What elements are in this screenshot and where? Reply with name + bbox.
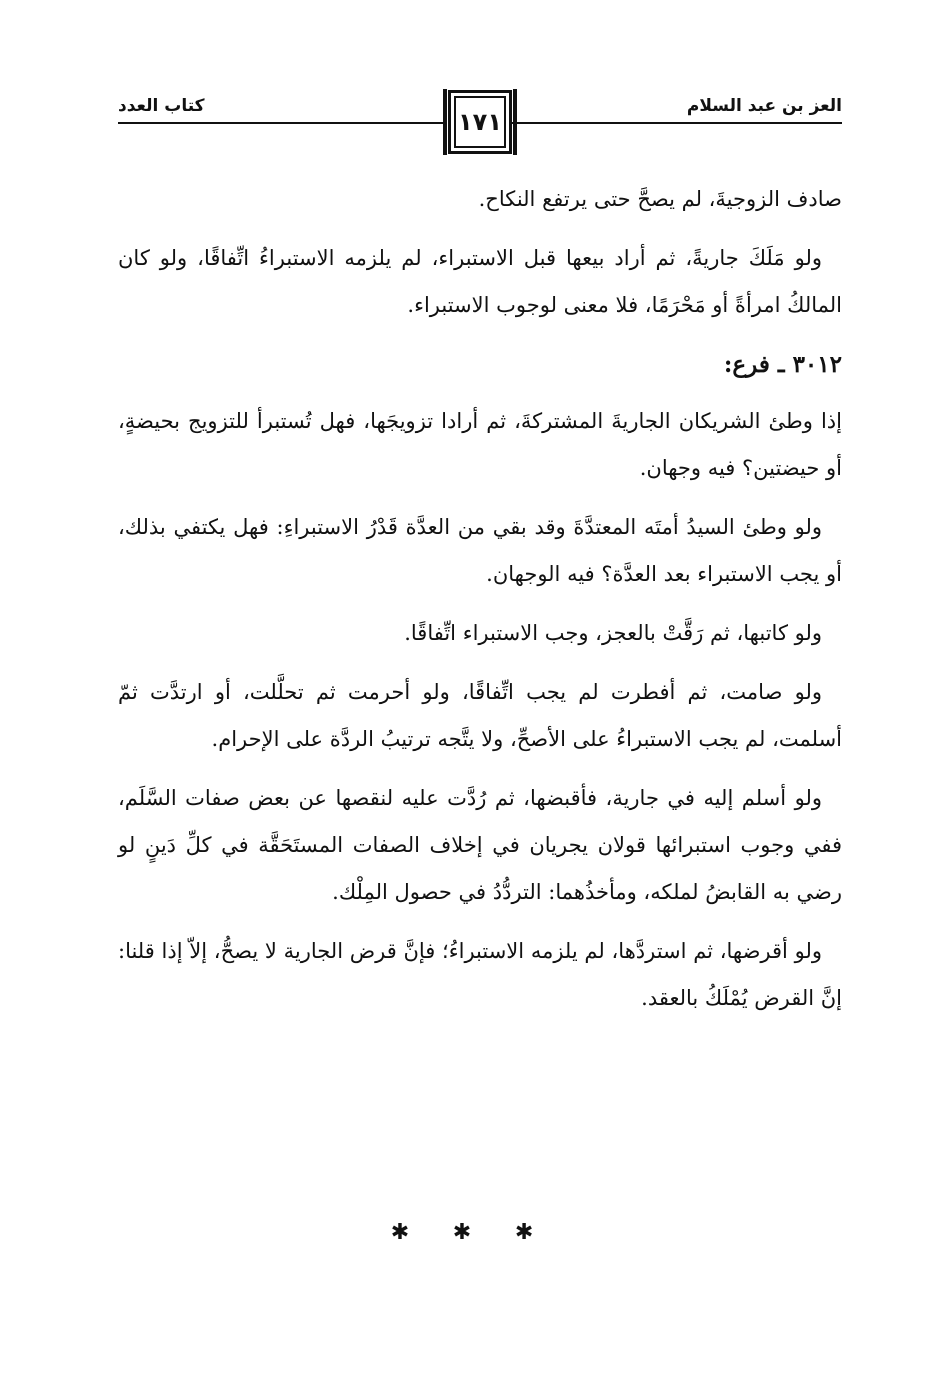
paragraph-8: ولو أقرضها، ثم استردَّها، لم يلزمه الاستبراءُ؛ فإنَّ قرض الجارية لا يصحُّ، إلاّ إذا قلنا: إنَّ القرض يُمْلَكُ بالعقد.: [118, 939, 842, 1010]
page-number: ١٧١: [458, 108, 502, 136]
paragraph-4: ولو وطئ السيدُ أمتَه المعتدَّةَ وقد بقي من العدَّة قَدْرُ الاستبراءِ: فهل يكتفي بذلك، أو يجب الاستبراء بعد العدَّة؟ فيه الوجهان.: [118, 515, 842, 586]
paragraph-7: ولو أسلم إليه في جارية، فأقبضها، ثم رُدَّت عليه لنقصها عن بعض صفات السَّلَم، ففي وجوب استبرائها قولان يجريان في إخلاف الصفات المستَحَقَّة في كلِّ دَينٍ لو رضي به القابضُ لملكه، ومأخذُهما: التردُّدُ في حصول المِلْك.: [118, 786, 842, 904]
running-title-left: كتاب العدد: [118, 96, 205, 116]
page-body: [118, 176, 842, 1034]
paragraph-6: ولو صامت، ثم أفطرت لم يجب اتِّفاقًا، ولو أحرمت ثم تحلَّلت، أو ارتدَّت ثمّ أسلمت، لم يجب الاستبراءُ على الأصحِّ، ولا يتَّجه ترتيبُ الردَّة على الإحرام.: [118, 680, 842, 751]
paragraph-1: صادف الزوجيةَ، لم يصحَّ حتى يرتفع النكاح.: [478, 187, 842, 211]
paragraph-2: ولو مَلَكَ جاريةً، ثم أراد بيعها قبل الاستبراء، لم يلزمه الاستبراءُ اتِّفاقًا، ولو كان المالكُ امرأةً أو مَحْرَمًا، فلا معنى لوجوب الاستبراء.: [118, 246, 842, 317]
header-rule-right: [512, 122, 842, 124]
page-header: [118, 90, 842, 160]
page-number-frame: [448, 90, 512, 154]
paragraph-3: إذا وطئ الشريكان الجاريةَ المشتركةَ، ثم أرادا تزويجَها، فهل تُستبرأ للتزويج بحيضةٍ، أو حيضتين؟ فيه وجهان.: [118, 409, 842, 480]
paragraph-5: ولو كاتبها، ثم رَقَّتْ بالعجز، وجب الاستبراء اتِّفاقًا.: [404, 621, 822, 645]
section-end-ornament: ✱ ✱ ✱: [390, 1220, 552, 1245]
section-heading: ٣٠١٢ ـ فرع:: [723, 351, 842, 378]
header-rule-left: [118, 122, 444, 124]
running-title-right: العز بن عبد السلام: [686, 96, 842, 116]
